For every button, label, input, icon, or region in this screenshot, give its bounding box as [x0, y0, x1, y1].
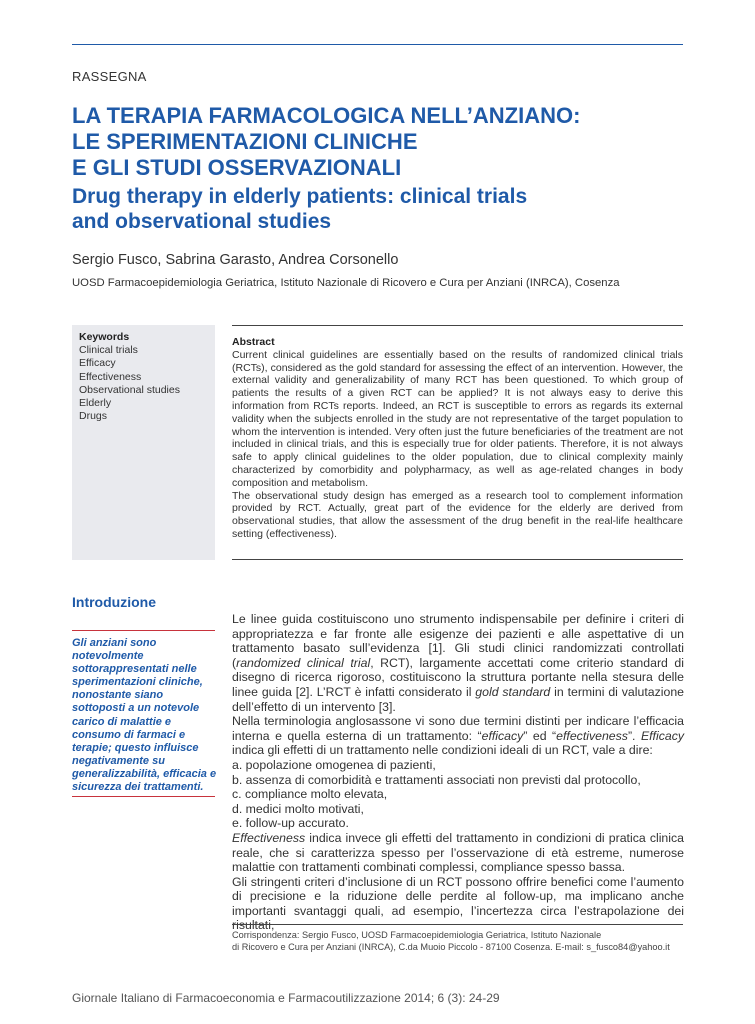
abstract-heading: Abstract: [232, 336, 275, 348]
list-item: d. medici molto motivati,: [232, 801, 364, 816]
list-item: c. compliance molto elevata,: [232, 787, 388, 802]
pull-quote-top-rule: [72, 630, 215, 631]
body-paragraph: Effectiveness indica invece gli effetti del trattamento in condizioni di pratica clinica reale, che si caratterizza spesso per l’osservazione di età estreme, numerose malattie con trattamenti combinati complessi, compliance spesso bassa.: [232, 830, 684, 875]
abstract: [232, 336, 683, 541]
list-item: a. popolazione omogenea di pazienti,: [232, 757, 436, 772]
affiliation: UOSD Farmacoepidemiologia Geriatrica, Istituto Nazionale di Ricovero e Cura per Anziani (INRCA), Cosenza: [72, 277, 620, 289]
intro-heading: Introduzione: [72, 594, 156, 610]
body-paragraph: Gli stringenti criteri d’inclusione di un RCT possono offrire benefici come l’aumento di precisione e la riduzione delle perdite al follow-up, ma implicano anche importanti svantaggi quali, ad esempio, l’incertezza circa l’estrapolazione dei risultati,: [232, 874, 684, 933]
title-italian: [72, 103, 692, 181]
keyword-item: Observational studies: [79, 383, 180, 396]
footnote-rule: [232, 924, 683, 925]
keyword-item: Drugs: [79, 410, 108, 423]
abstract-top-rule: [232, 325, 683, 326]
body-paragraph: Nella terminologia anglosassone vi sono due termini distinti per indicare l’efficacia interna e quella esterna di un trattamento: “efficacy” ed “effectiveness”. Efficacy indica gli effetti di un trattamento nelle condizioni ideali di un RCT, vale a dire:: [232, 714, 684, 758]
authors: Sergio Fusco, Sabrina Garasto, Andrea Corsonello: [72, 252, 399, 268]
keyword-item: Effectiveness: [79, 370, 142, 383]
keyword-item: Elderly: [79, 397, 112, 410]
keywords-box: [72, 325, 215, 560]
abstract-bottom-rule: [232, 559, 683, 560]
title-english-line: Drug therapy in elderly patients: clinical trials: [72, 185, 528, 208]
title-english-line: and observational studies: [72, 210, 332, 233]
section-label: RASSEGNA: [72, 69, 147, 84]
pull-quote: Gli anziani sono notevolmente sottorappresentati nelle sperimentazioni cliniche, nonostante siano sottoposti a un notevole carico di malattie e consumo di farmaci e terapie; questo influisce negativamente su generalizzabilità, efficacia e sicurezza dei trattamenti.: [72, 637, 217, 794]
title-italian-line: LE SPERIMENTAZIONI CLINICHE: [72, 129, 418, 154]
intro-body: [232, 612, 684, 933]
abstract-paragraph: The observational study design has emerged as a research tool to complement information provided by RCT. Actually, great part of the evidence for the elderly are derived from observational studies, that allow the assessment of the drug benefit in the real-life healthcare setting (effectiveness).: [232, 489, 683, 540]
title-italian-line: E GLI STUDI OSSERVAZIONALI: [72, 155, 402, 180]
footnote-line: di Ricovero e Cura per Anziani (INRCA), C.da Muoio Piccolo - 87100 Cosenza. E-mail: s_fusco84@yahoo.it: [232, 942, 670, 953]
title-italian-line: LA TERAPIA FARMACOLOGICA NELL’ANZIANO:: [72, 103, 581, 128]
list-item: e. follow-up accurato.: [232, 816, 349, 831]
correspondence-footnote: [232, 929, 692, 954]
keyword-item: Efficacy: [79, 357, 116, 370]
title-english: [72, 184, 692, 234]
body-paragraph: Le linee guida costituiscono uno strumento indispensabile per definire i criteri di appropriatezza e far fronte alle esigenze dei pazienti e alle aspettative di un trattamento basato sull’evidenza [1]. Gli studi clinici randomizzati controllati (randomized clinical trial, RCT), largamente accettati come criterio standard di disegno di ricerca rigoroso, costituiscono la struttura portante nella stesura delle linee guida [2]. L’RCT è infatti considerato il gold standard in termini di valutazione dell’effetto di un intervento [3].: [232, 612, 684, 714]
abstract-paragraph: Current clinical guidelines are essentially based on the results of randomized clinical trials (RCTs), considered as the gold standard for assessing the effect of an intervention. However, the external validity and generalizability of many RCT has been questioned. To which group of patients the results of a given RCT can be applied? It is not always easy to derive this information from RCTs reports. Indeed, an RCT is susceptible to errors as regards its external validity when the subjects enrolled in the study are not representative of the target population to whom the intervention is intended. Very often just the future beneficiaries of the treatment are not included in clinical trials, and this is especially true for older patients. Therefore, it is not always safe to apply clinical guidelines to the older population, due to clinical complexity mainly characterized by comorbidity and polypharmacy, as well as age-related changes in body composition and metabolism.: [232, 348, 683, 489]
journal-citation: Giornale Italiano di Farmacoeconomia e Farmacoutilizzazione 2014; 6 (3): 24-29: [72, 991, 500, 1005]
keywords-heading: Keywords: [79, 331, 130, 343]
keyword-item: Clinical trials: [79, 344, 138, 357]
list-item: b. assenza di comorbidità e trattamenti associati non previsti dal protocollo,: [232, 772, 641, 787]
top-rule: [72, 44, 683, 45]
pull-quote-bottom-rule: [72, 796, 215, 797]
footnote-line: Corrispondenza: Sergio Fusco, UOSD Farmacoepidemiologia Geriatrica, Istituto Nazionale: [232, 930, 602, 940]
